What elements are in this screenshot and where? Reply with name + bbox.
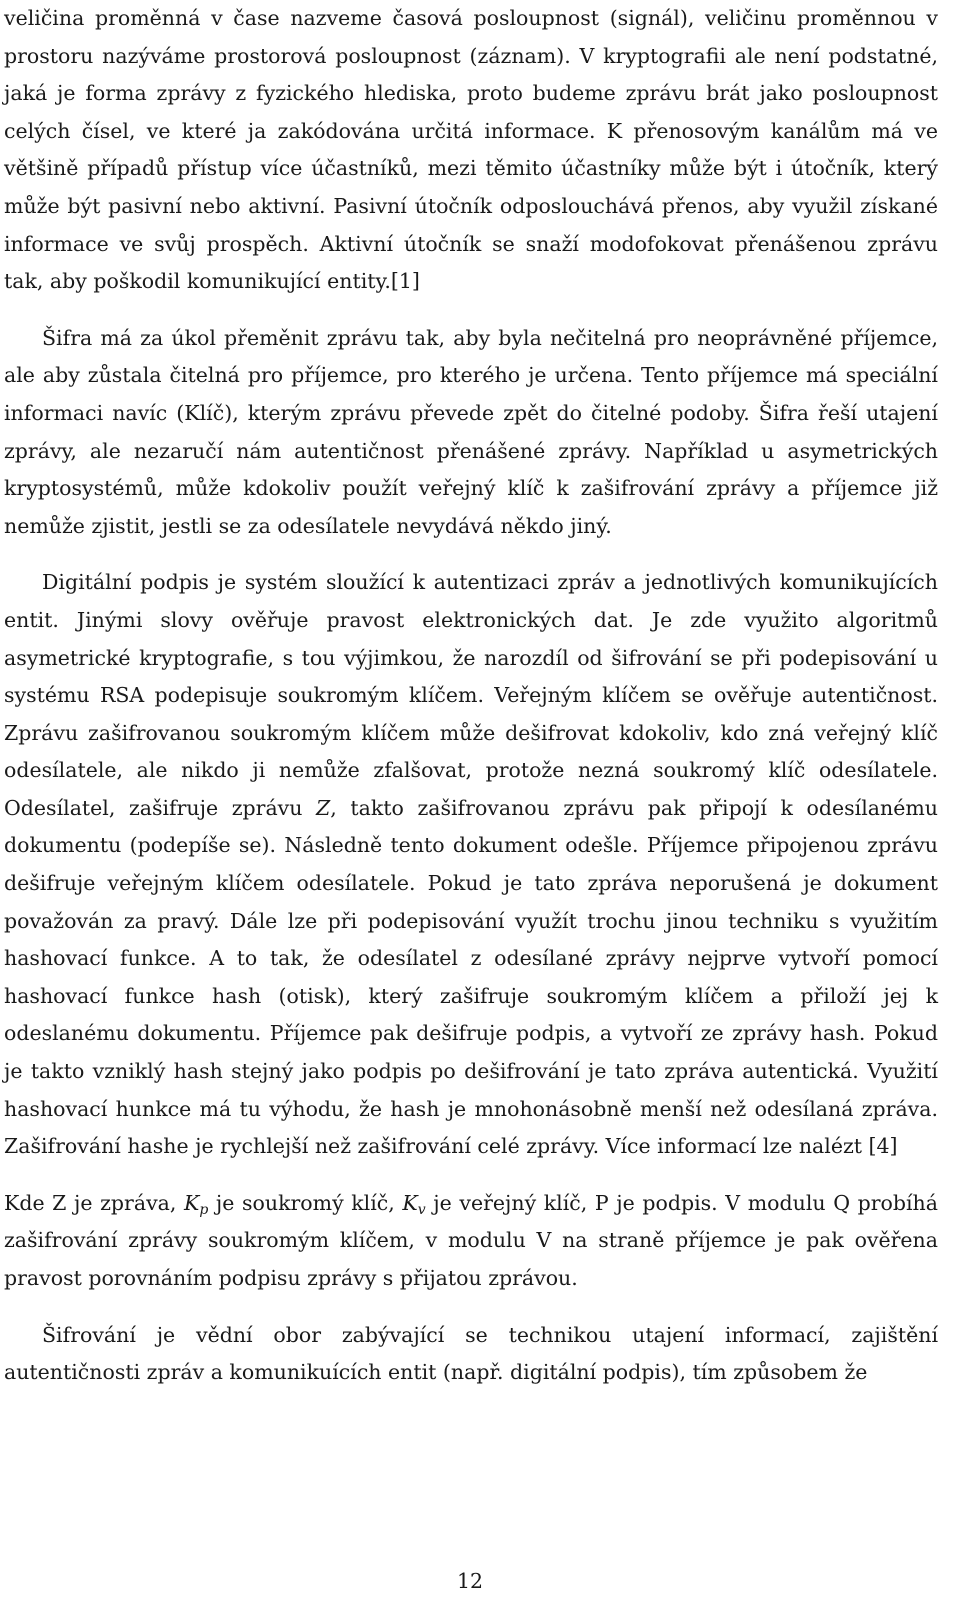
paragraph-text-part-b: , takto zašifrovanou zprávu pak připojí k odesílanému dokumentu (podepíše se). Následně tento dokument odešle. Příjemce připojenou zprávu dešifruje veřejným klíčem odesílatele. Pokud je tato zpráva neporušená je dokument považován za pravý. Dále lze při podepisování využít trochu jinou techniku s využitím hashovací funkce. A to tak, že odesílatel z odesílané zprávy nejprve vytvoří pomocí hashovací funkce hash (otisk), který zašifruje soukromým klíčem a přiloží jej k odeslanému dokumentu. Příjemce pak dešifruje podpis, a vytvoří ze zprávy hash. Pokud je takto vzniklý hash stejný jako podpis po dešifrování je tato zpráva autentická. Využití hashovací hunkce má tu výhodu, že hash je mnohonásobně menší než odesílaná zpráva. Zašifrování hashe je rychlejší než zašifrování celé zprávy. Více informací lze nalézt [4] <box>4 795 938 1159</box>
symbol-k-v <box>402 1190 426 1218</box>
paragraph-text: Šifra má za úkol přeměnit zprávu tak, aby byla nečitelná pro neoprávněné příjemce, ale aby zůstala čitelná pro příjemce, pro kterého je určena. Tento příjemce má speciální informaci navíc (Klíč), kterým zprávu převede zpět do čitelné podoby. Šifra řeší utajení zprávy, ale nezaručí nám autentičnost přenášené zprávy. Například u asymetrických kryptosystémů, může kdokoliv použít veřejný klíč k zašifrování zprávy a příjemce již nemůže zjistit, jestli se za odesílatele nevydává někdo jiný. <box>4 325 938 538</box>
legend-text-1: Kde Z je zpráva, <box>4 1190 184 1215</box>
paragraph-signal-definition <box>4 0 938 301</box>
variable-z: Z <box>316 795 331 820</box>
paragraph-encryption-definition <box>4 1317 938 1392</box>
document-page <box>4 0 938 1392</box>
subscript-v: v <box>417 1201 426 1218</box>
paragraph-legend <box>4 1185 938 1298</box>
paragraph-text: veličina proměnná v čase nazveme časová posloupnost (signál), veličinu proměnnou v prostoru nazýváme prostorová posloupnost (záznam). V kryptografii ale není podstatné, jaká je forma zprávy z fyzického hlediska, proto budeme zprávu brát jako posloupnost celých čísel, ve které ja zakódována určitá informace. K přenosovým kanálům má ve většině případů přístup více účastníků, mezi těmito účastníky může být i útočník, který může být pasivní nebo aktivní. Pasivní útočník odposlouchává přenos, aby využil získané informace ve svůj prospěch. Aktivní útočník se snaží modofokovat přenášenou zprávu tak, aby poškodil komunikující entity.[1] <box>4 6 938 294</box>
legend-text-2: je soukromý klíč, <box>208 1190 403 1215</box>
symbol-k: K <box>184 1190 200 1215</box>
symbol-k-p <box>184 1190 209 1218</box>
symbol-k: K <box>402 1190 418 1215</box>
paragraph-digital-signature <box>4 564 938 1166</box>
paragraph-text-part-a: Digitální podpis je systém sloužící k autentizaci zpráv a jednotlivých komunikujících entit. Jinými slovy ověřuje pravost elektronických dat. Je zde využito algoritmů asymetrické kryptografie, s tou výjimkou, že narozdíl od šifrování se při podepisování u systému RSA podepisuje soukromým klíčem. Veřejným klíčem se ověřuje autentičnost. Zprávu zašifrovanou soukromým klíčem může dešifrovat kdokoliv, kdo zná veřejný klíč odesílatele, ale nikdo ji nemůže zfalšovat, protože nezná soukromý klíč odesílatele. Odesílatel, zašifruje zprávu <box>4 570 938 820</box>
subscript-p: p <box>199 1201 209 1218</box>
paragraph-cipher <box>4 320 938 546</box>
page-number: 12 <box>456 1569 484 1593</box>
paragraph-text: Šifrování je vědní obor zabývající se technikou utajení informací, zajištění autentičnosti zpráv a komunikuících entit (např. digitální podpis), tím způsobem že <box>4 1322 938 1385</box>
legend-text-3: je veřejný klíč, P je podpis. V modulu Q probíhá zašifrování zprávy soukromým klíčem, v modulu V na straně příjemce je pak ověřena pravost porovnáním podpisu zprávy s přijatou zprávou. <box>4 1190 938 1290</box>
